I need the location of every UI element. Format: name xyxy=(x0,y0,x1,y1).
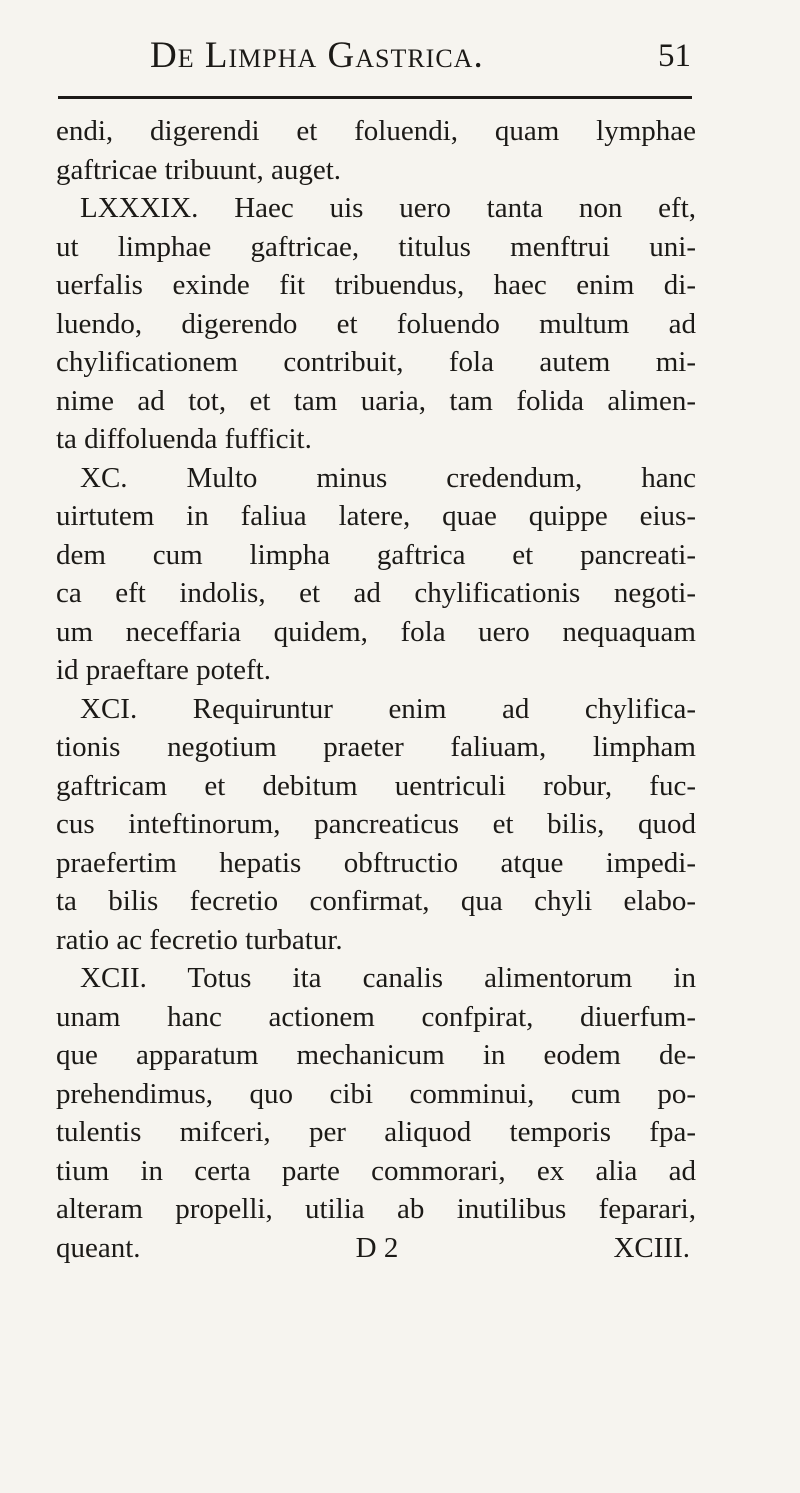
header-rule xyxy=(58,96,692,99)
body-text xyxy=(56,112,696,1267)
text-line: prehendimus, quo cibi comminui, cum po- xyxy=(56,1077,696,1110)
last-word: queant. xyxy=(56,1231,141,1264)
paragraph-xc-start: XC. Multo minus credendum, hanc xyxy=(80,461,696,494)
text-line: ratio ac fecretio turbatur. xyxy=(56,923,343,956)
signature-mark: D 2 xyxy=(355,1231,399,1264)
text-line: tium in certa parte commorari, ex alia ad xyxy=(56,1154,696,1187)
text-line: chylificationem contribuit, fola autem mi- xyxy=(56,346,696,378)
text-line: ta diffoluenda fufficit. xyxy=(56,423,312,455)
text-line: ca eft indolis, et ad chylificationis negoti- xyxy=(56,577,696,609)
text-line: nime ad tot, et tam uaria, tam folida alimen- xyxy=(56,384,696,417)
page-footer-line xyxy=(56,1229,696,1268)
text-line: tulentis mifceri, per aliquod temporis fpa- xyxy=(56,1116,696,1148)
catchword: XCIII. xyxy=(613,1231,690,1264)
text-line: id praeftare poteft. xyxy=(56,654,271,686)
running-title: De Limpha Gastrica. xyxy=(150,35,484,76)
text-line: praefertim hepatis obftructio atque impedi- xyxy=(56,846,696,879)
paragraph-lxxxix-start: LXXXIX. Haec uis uero tanta non eft, xyxy=(80,192,696,224)
text-line: luendo, digerendo et foluendo multum ad xyxy=(56,307,696,340)
text-line: ta bilis fecretio confirmat, qua chyli elabo- xyxy=(56,885,696,917)
paragraph-xci-start: XCI. Requiruntur enim ad chylifica- xyxy=(80,692,696,725)
text-line: gaftricam et debitum uentriculi robur, fuc- xyxy=(56,769,696,802)
text-line: um neceffaria quidem, fola uero nequaquam xyxy=(56,615,696,648)
text-line: unam hanc actionem confpirat, diuerfum- xyxy=(56,1000,696,1033)
text-line: alteram propelli, utilia ab inutilibus feparari, xyxy=(56,1193,696,1225)
page-number: 51 xyxy=(658,38,691,74)
text-line: endi, digerendi et foluendi, quam lymphae xyxy=(56,115,696,147)
text-line: que apparatum mechanicum in eodem de- xyxy=(56,1039,696,1071)
paragraph-xcii-start: XCII. Totus ita canalis alimentorum in xyxy=(80,962,696,994)
text-line: ut limphae gaftricae, titulus menftrui uni- xyxy=(56,230,696,263)
text-line: gaftricae tribuunt, auget. xyxy=(56,153,342,186)
text-line: tionis negotium praeter faliuam, limpham xyxy=(56,731,696,763)
running-header xyxy=(0,26,800,86)
text-line: uerfalis exinde fit tribuendus, haec enim di- xyxy=(56,269,696,301)
text-line: cus inteftinorum, pancreaticus et bilis, quod xyxy=(56,808,696,840)
text-line: uirtutem in faliua latere, quae quippe eius- xyxy=(56,500,696,532)
text-line: dem cum limpha gaftrica et pancreati- xyxy=(56,538,696,571)
